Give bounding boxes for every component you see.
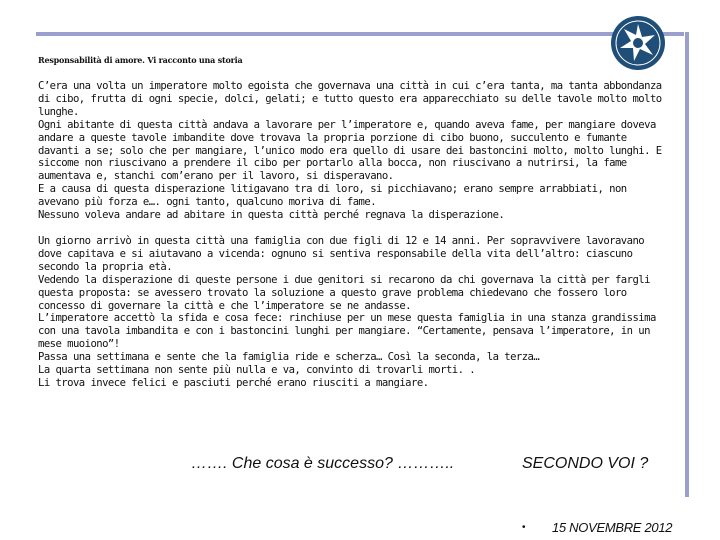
story-paragraph: Un giorno arrivò in questa città una famiglia con due figli di 12 e 14 anni. Per sopravvivere lavoravano dove capitava e si aiutavano a vicenda: ognuno si sentiva responsabile della vita dell’altro: ciascuno secondo la propria età. (38, 234, 645, 273)
page-title: Responsabilità di amore. Vi racconto una storia (38, 55, 243, 65)
story-paragraph: Passa una settimana e sente che la famiglia ride e scherza… Così la seconda, la terza… (38, 351, 540, 364)
story-paragraph: La quarta settimana non sente più nulla e va, convinto di trovarli morti. . (38, 364, 476, 377)
story-paragraph: C’era una volta un imperatore molto egoista che governava una città in cui c’era tanta, ma tanta abbondanza di cibo, frutta di ogni specie, dolci, gelati; e tutto questo era apparecchiato su delle tavole molto molto lunghe. (38, 80, 662, 118)
story-text (38, 80, 664, 390)
frame-top-border (36, 32, 684, 36)
star-emblem-icon (610, 15, 666, 71)
frame-right-border (685, 32, 689, 497)
story-paragraph: Vedendo la disperazione di queste persone i due genitori si recarono da chi governava la città per fargli questa proposta: se avessero trovato la soluzione a questo grave problema chiedevano che fossero loro concesso di governare la città e che l’imperatore se ne andasse. (38, 273, 650, 312)
story-paragraph: Li trova invece felici e pasciuti perché erano riusciti a mangiare. (38, 376, 429, 389)
story-paragraph: E a causa di questa disperazione litigavano tra di loro, si picchiavano; erano sempre arrabbiati, non avevano più forza e…. ogni tanto, qualcuno moriva di fame. (38, 183, 627, 209)
closing-question: ……. Che cosa è successo? ……….. (191, 455, 455, 472)
bullet-dot: • (522, 522, 526, 533)
story-paragraph: Ogni abitante di questa città andava a lavorare per l’imperatore e, quando aveva fame, per mangiare doveva andare a queste tavole imbandite dove trovava la propria porzione di cibo buono, succulento e fumante davanti a se; solo che per mangiare, l’unico modo era quello di usare dei bastoncini molto, molto lunghi. E siccome non riuscivano a prendere il cibo per portarlo alla bocca, non riuscivano a nutrirsi, la fame aumentava e, stanchi com’erano per il lavoro, si disperavano. (38, 118, 662, 183)
date-label: 15 NOVEMBRE 2012 (552, 520, 673, 535)
story-paragraph: L’imperatore accettò la sfida e cosa fece: rinchiuse per un mese questa famiglia in una stanza grandissima con una tavola imbandita e con i bastoncini lunghi per mangiare. “Certamente, pensava l’imperatore, in un mese muoiono”! (38, 312, 656, 351)
paragraph-gap (38, 222, 664, 235)
story-paragraph: Nessuno voleva andare ad abitare in questa città perché regnava la disperazione. (38, 209, 505, 222)
closing-question-secondo-voi: SECONDO VOI ? (522, 455, 649, 472)
